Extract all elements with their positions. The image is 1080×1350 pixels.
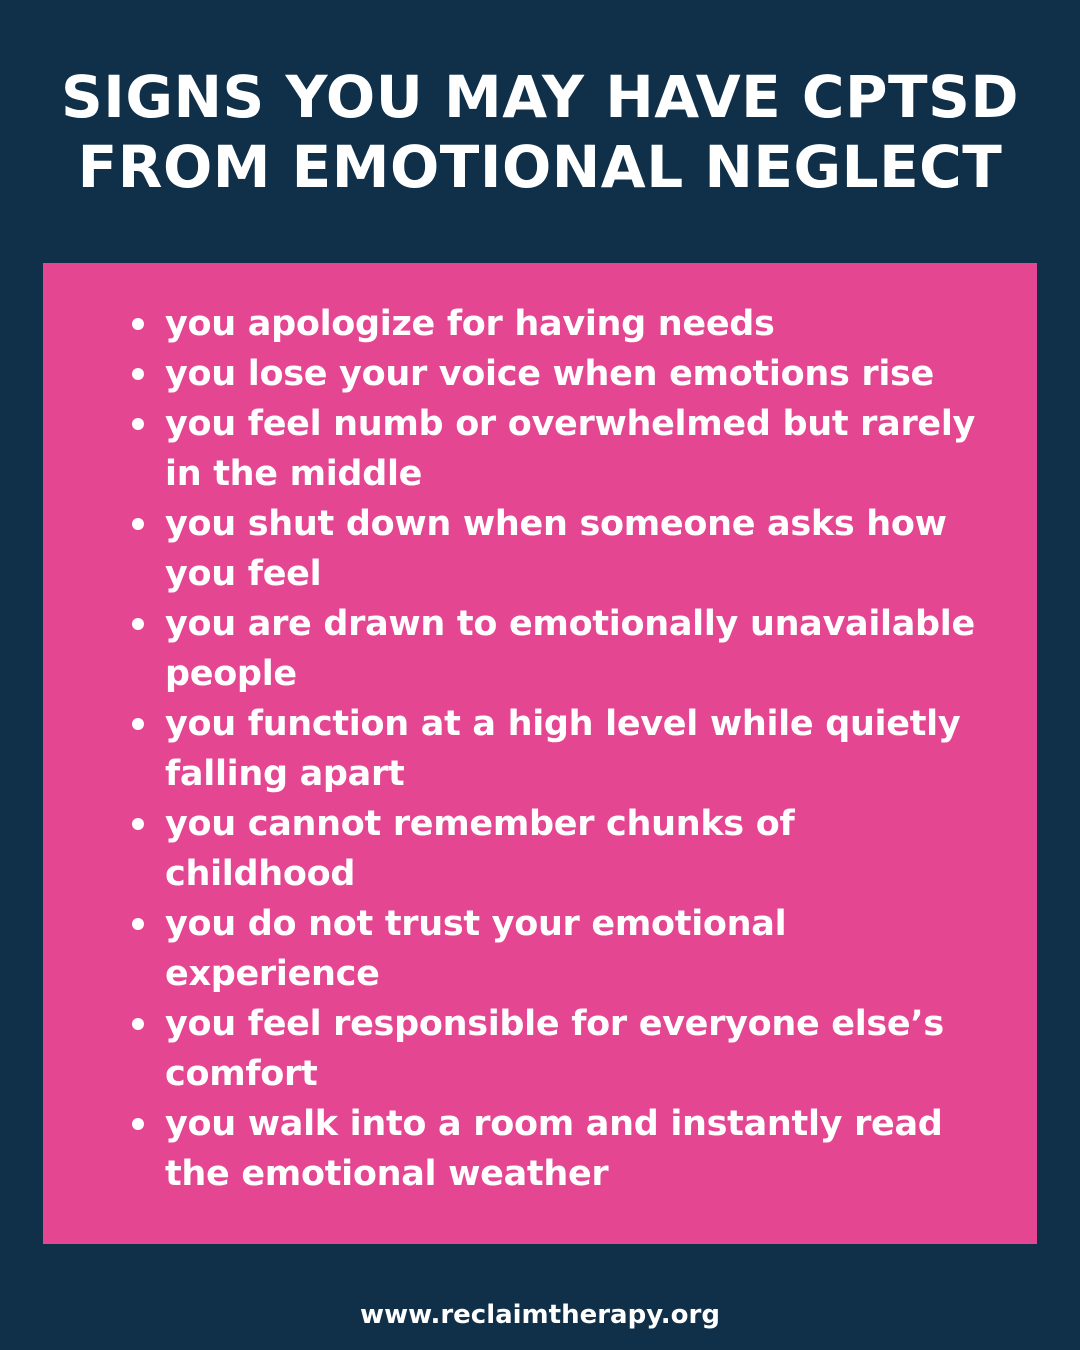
bullet-icon	[132, 818, 144, 830]
bullet-icon	[132, 1018, 144, 1030]
sign-item	[122, 599, 982, 699]
sign-text: you function at a high level while quietly falling apart	[165, 704, 961, 794]
sign-text: you shut down when someone asks how you feel	[165, 504, 947, 594]
sign-item	[122, 399, 982, 499]
sign-item	[122, 1099, 982, 1199]
sign-text: you feel numb or overwhelmed but rarely in the middle	[165, 404, 976, 494]
bullet-icon	[132, 1118, 144, 1130]
bullet-icon	[132, 518, 144, 530]
sign-text: you lose your voice when emotions rise	[165, 354, 934, 394]
bullet-icon	[132, 368, 144, 380]
sign-text: you feel responsible for everyone else’s comfort	[165, 1004, 944, 1094]
bullet-icon	[132, 618, 144, 630]
sign-text: you apologize for having needs	[165, 304, 775, 344]
sign-item	[122, 349, 982, 399]
page-title	[0, 62, 1080, 202]
bullet-icon	[132, 418, 144, 430]
title-line-2: FROM EMOTIONAL NEGLECT	[77, 133, 1003, 201]
sign-text: you walk into a room and instantly read the emotional weather	[165, 1104, 943, 1194]
signs-list	[122, 299, 982, 1199]
sign-text: you are drawn to emotionally unavailable people	[165, 604, 975, 694]
website-url: www.reclaimtherapy.org	[360, 1300, 720, 1330]
sign-item	[122, 299, 982, 349]
bullet-icon	[132, 718, 144, 730]
sign-item	[122, 899, 982, 999]
sign-item	[122, 699, 982, 799]
sign-item	[122, 799, 982, 899]
bullet-icon	[132, 318, 144, 330]
sign-text: you do not trust your emotional experience	[165, 904, 787, 994]
sign-item	[122, 999, 982, 1099]
sign-item	[122, 499, 982, 599]
bullet-icon	[132, 918, 144, 930]
sign-text: you cannot remember chunks of childhood	[165, 804, 795, 894]
title-line-1: SIGNS YOU MAY HAVE CPTSD	[61, 63, 1019, 131]
